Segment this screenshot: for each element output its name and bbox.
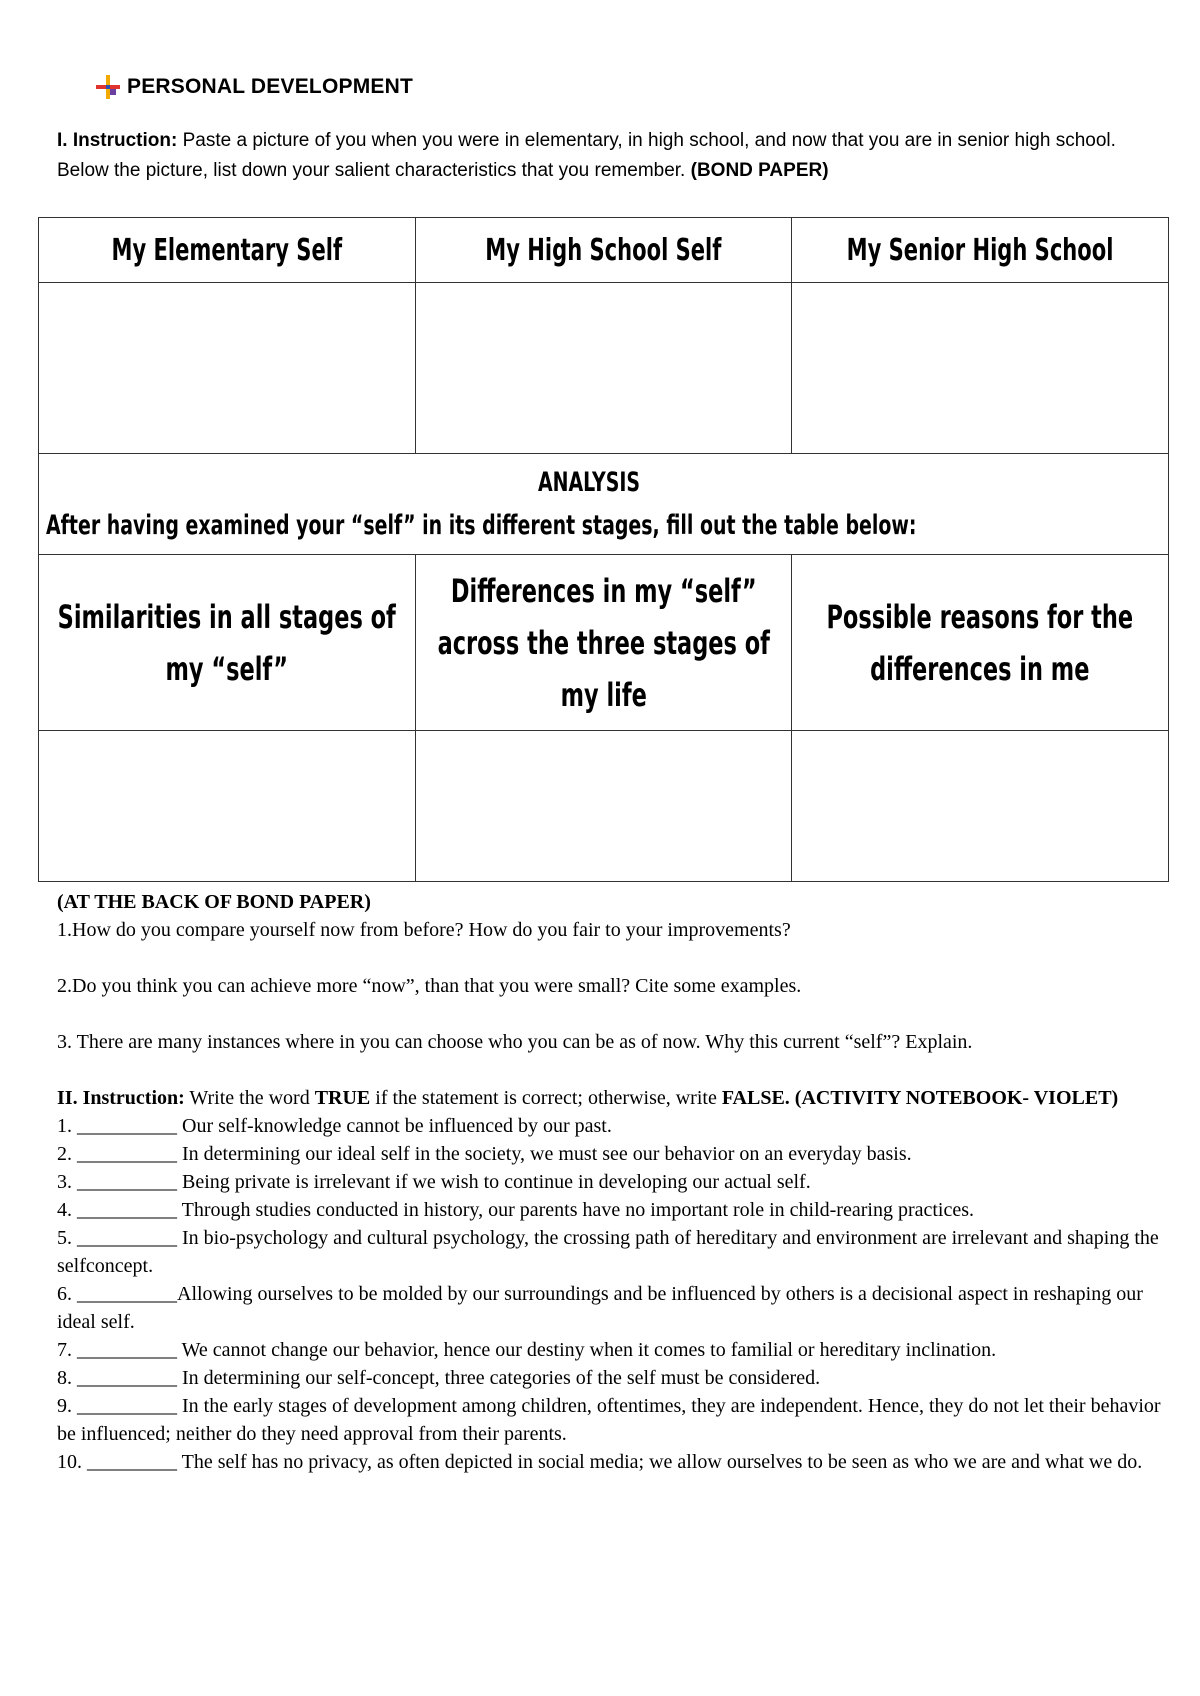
similarities-answer-cell[interactable]	[39, 731, 416, 882]
page-title: PERSONAL DEVELOPMENT	[127, 75, 413, 98]
back-heading: (AT THE BACK OF BOND PAPER)	[57, 891, 371, 913]
analysis-answer-row	[39, 731, 1169, 882]
list-item: 5. __________ In bio-psychology and cultural psychology, the crossing path of hereditary and environment are irrelevant and shaping the selfconcept.	[57, 1227, 1159, 1277]
stage-highschool-header: My High School Self	[415, 218, 792, 283]
analysis-row	[39, 454, 1169, 555]
instruction-one-label: I. Instruction:	[57, 130, 178, 151]
stage-elementary-header: My Elementary Self	[39, 218, 416, 283]
instruction-one-note: (BOND PAPER)	[690, 160, 829, 181]
analysis-text: After having examined your “self” in its different stages, fill out the table below:	[45, 510, 916, 541]
question-2: 2.Do you think you can achieve more “now”, than that you were small? Cite some examples.	[57, 975, 802, 997]
instruction-two-label: II. Instruction:	[57, 1087, 185, 1109]
self-stages-table	[38, 217, 1169, 882]
analysis-cell	[39, 454, 1169, 555]
picture-cell-seniorhigh[interactable]	[792, 283, 1169, 454]
analysis-header-row	[39, 555, 1169, 731]
page-header	[95, 74, 413, 100]
list-item: 10. _________ The self has no privacy, as often depicted in social media; we allow ourselves to be seen as who we are and what we do.	[57, 1451, 1143, 1473]
question-3: 3. There are many instances where in you can choose who you can be as of now. Why this current “self”? Explain.	[57, 1031, 973, 1053]
instruction-two: II. Instruction: Write the word TRUE if the statement is correct; otherwise, write FALSE. (ACTIVITY NOTEBOOK- VIOLET)	[57, 1087, 1119, 1109]
instruction-one	[57, 126, 1167, 186]
list-item: 1. __________ Our self-knowledge cannot be influenced by our past.	[57, 1115, 612, 1137]
stage-seniorhigh-header: My Senior High School	[792, 218, 1169, 283]
differences-answer-cell[interactable]	[415, 731, 792, 882]
list-item: 9. __________ In the early stages of development among children, oftentimes, they are independent. Hence, they do not let their behavior be influenced; neither do they need approval from their parents.	[57, 1395, 1161, 1445]
reasons-answer-cell[interactable]	[792, 731, 1169, 882]
stage-header-row	[39, 218, 1169, 283]
question-1: 1.How do you compare yourself now from before? How do you fair to your improvements?	[57, 919, 791, 941]
list-item: 4. __________ Through studies conducted in history, our parents have no important role in child-rearing practices.	[57, 1199, 975, 1221]
picture-cell-elementary[interactable]	[39, 283, 416, 454]
true-false-items	[57, 1112, 1167, 1476]
reasons-header: Possible reasons for the differences in me	[792, 555, 1169, 731]
list-item: 7. __________ We cannot change our behavior, hence our destiny when it comes to familial or hereditary inclination.	[57, 1339, 997, 1361]
similarities-header: Similarities in all stages of my “self”	[39, 555, 416, 731]
list-item: 2. __________ In determining our ideal self in the society, we must see our behavior on an everyday basis.	[57, 1143, 912, 1165]
analysis-title: ANALYSIS	[538, 467, 641, 498]
questions-section	[57, 888, 1167, 1476]
list-item: 8. __________ In determining our self-concept, three categories of the self must be considered.	[57, 1367, 821, 1389]
picture-row	[39, 283, 1169, 454]
instruction-one-text: Paste a picture of you when you were in elementary, in high school, and now that you are in senior high school. Below the picture, list down your salient characteristics that you remember.	[57, 130, 1116, 181]
cross-logo-icon	[95, 74, 121, 100]
list-item: 3. __________ Being private is irrelevant if we wish to continue in developing our actual self.	[57, 1171, 811, 1193]
list-item: 6. __________Allowing ourselves to be molded by our surroundings and be influenced by others is a decisional aspect in reshaping our ideal self.	[57, 1283, 1143, 1333]
picture-cell-highschool[interactable]	[415, 283, 792, 454]
differences-header: Differences in my “self” across the three stages of my life	[415, 555, 792, 731]
